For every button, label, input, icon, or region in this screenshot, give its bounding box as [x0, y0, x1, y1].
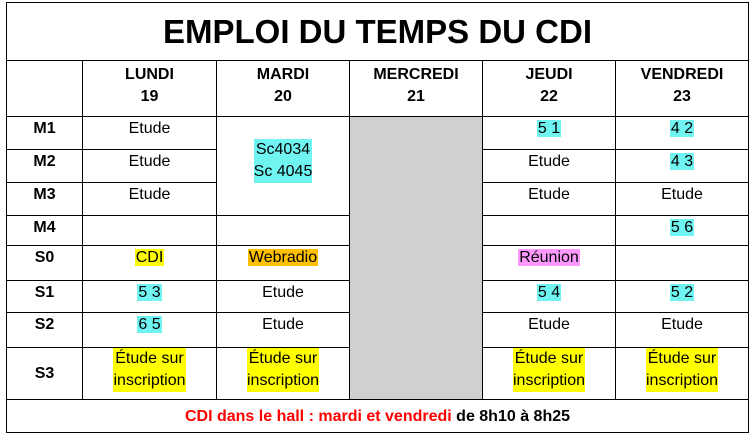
- class-badge: 4 3: [670, 153, 694, 170]
- page-title: EMPLOI DU TEMPS DU CDI: [7, 3, 749, 61]
- cell-m4-jeudi: [483, 216, 616, 246]
- cell-s1-jeudi: [483, 281, 616, 313]
- cell-s3-vendredi: [616, 348, 749, 400]
- cell-m3-vendredi: Etude: [616, 183, 749, 216]
- day-header-jeudi: JEUDI 22: [483, 61, 616, 117]
- day-header-mercredi: MERCREDI 21: [350, 61, 483, 117]
- slot-label: S0: [7, 246, 83, 281]
- day-header-vendredi: VENDREDI 23: [616, 61, 749, 117]
- cell-m4-mardi: [217, 216, 350, 246]
- cell-s3-mardi: [217, 348, 350, 400]
- event-badge: Réunion: [519, 249, 579, 266]
- event-badge: Étude sur inscription: [513, 348, 585, 392]
- class-badge: 5 1: [537, 120, 561, 137]
- event-badge: Étude sur inscription: [247, 348, 319, 392]
- event-badge: CDI: [135, 249, 164, 266]
- cell-s0-mardi: [217, 246, 350, 281]
- cell-s1-mardi: Etude: [217, 281, 350, 313]
- class-badge: 5 3: [138, 284, 161, 301]
- cell-s0-vendredi: [616, 246, 749, 281]
- footer-note: [7, 400, 749, 433]
- cell-m4-lundi: [83, 216, 217, 246]
- day-header-mardi: MARDI 20: [217, 61, 350, 117]
- class-badge: 4 2: [670, 120, 694, 137]
- cell-s2-vendredi: Etude: [616, 313, 749, 348]
- slot-label: M1: [7, 117, 83, 150]
- class-badge: 5 4: [537, 284, 561, 301]
- cell-s3-lundi: [83, 348, 217, 400]
- slot-label: S1: [7, 281, 83, 313]
- cell-s3-jeudi: [483, 348, 616, 400]
- cell-s2-mardi: Etude: [217, 313, 350, 348]
- event-badge: Étude sur inscription: [113, 348, 185, 392]
- slot-label: S3: [7, 348, 83, 400]
- cell-mercredi-closed: [350, 117, 483, 400]
- class-badge: Sc4034 Sc 4045: [254, 139, 313, 183]
- cell-s2-lundi: [83, 313, 217, 348]
- class-badge: 5 6: [670, 219, 694, 236]
- cell-m1-jeudi: [483, 117, 616, 150]
- cell-m4-vendredi: [616, 216, 749, 246]
- cell-s0-jeudi: [483, 246, 616, 281]
- cell-m1-lundi: Etude: [83, 117, 217, 150]
- cell-s1-vendredi: [616, 281, 749, 313]
- schedule-document: [6, 2, 749, 433]
- cell-m2-lundi: Etude: [83, 150, 217, 183]
- cell-m3-jeudi: Etude: [483, 183, 616, 216]
- header-row: [7, 61, 749, 117]
- schedule-table: [6, 2, 749, 433]
- cell-m3-lundi: Etude: [83, 183, 217, 216]
- cell-mardi-morning: [217, 117, 350, 216]
- day-header-lundi: LUNDI 19: [83, 61, 217, 117]
- event-badge: Étude sur inscription: [646, 348, 718, 392]
- cell-s1-lundi: [83, 281, 217, 313]
- cell-m1-vendredi: [616, 117, 749, 150]
- slot-label: M4: [7, 216, 83, 246]
- slot-label: S2: [7, 313, 83, 348]
- cell-s2-jeudi: Etude: [483, 313, 616, 348]
- class-badge: 6 5: [138, 316, 161, 333]
- corner-cell: [7, 61, 83, 117]
- cell-s0-lundi: [83, 246, 217, 281]
- slot-label: M3: [7, 183, 83, 216]
- table-row: [7, 117, 749, 150]
- cell-m2-jeudi: Etude: [483, 150, 616, 183]
- event-badge: Webradio: [248, 249, 318, 266]
- footer-red-text: CDI dans le hall : mardi et vendredi: [184, 407, 452, 425]
- class-badge: 5 2: [670, 284, 694, 301]
- slot-label: M2: [7, 150, 83, 183]
- footer-black-text: de 8h10 à 8h25: [451, 407, 571, 425]
- cell-m2-vendredi: [616, 150, 749, 183]
